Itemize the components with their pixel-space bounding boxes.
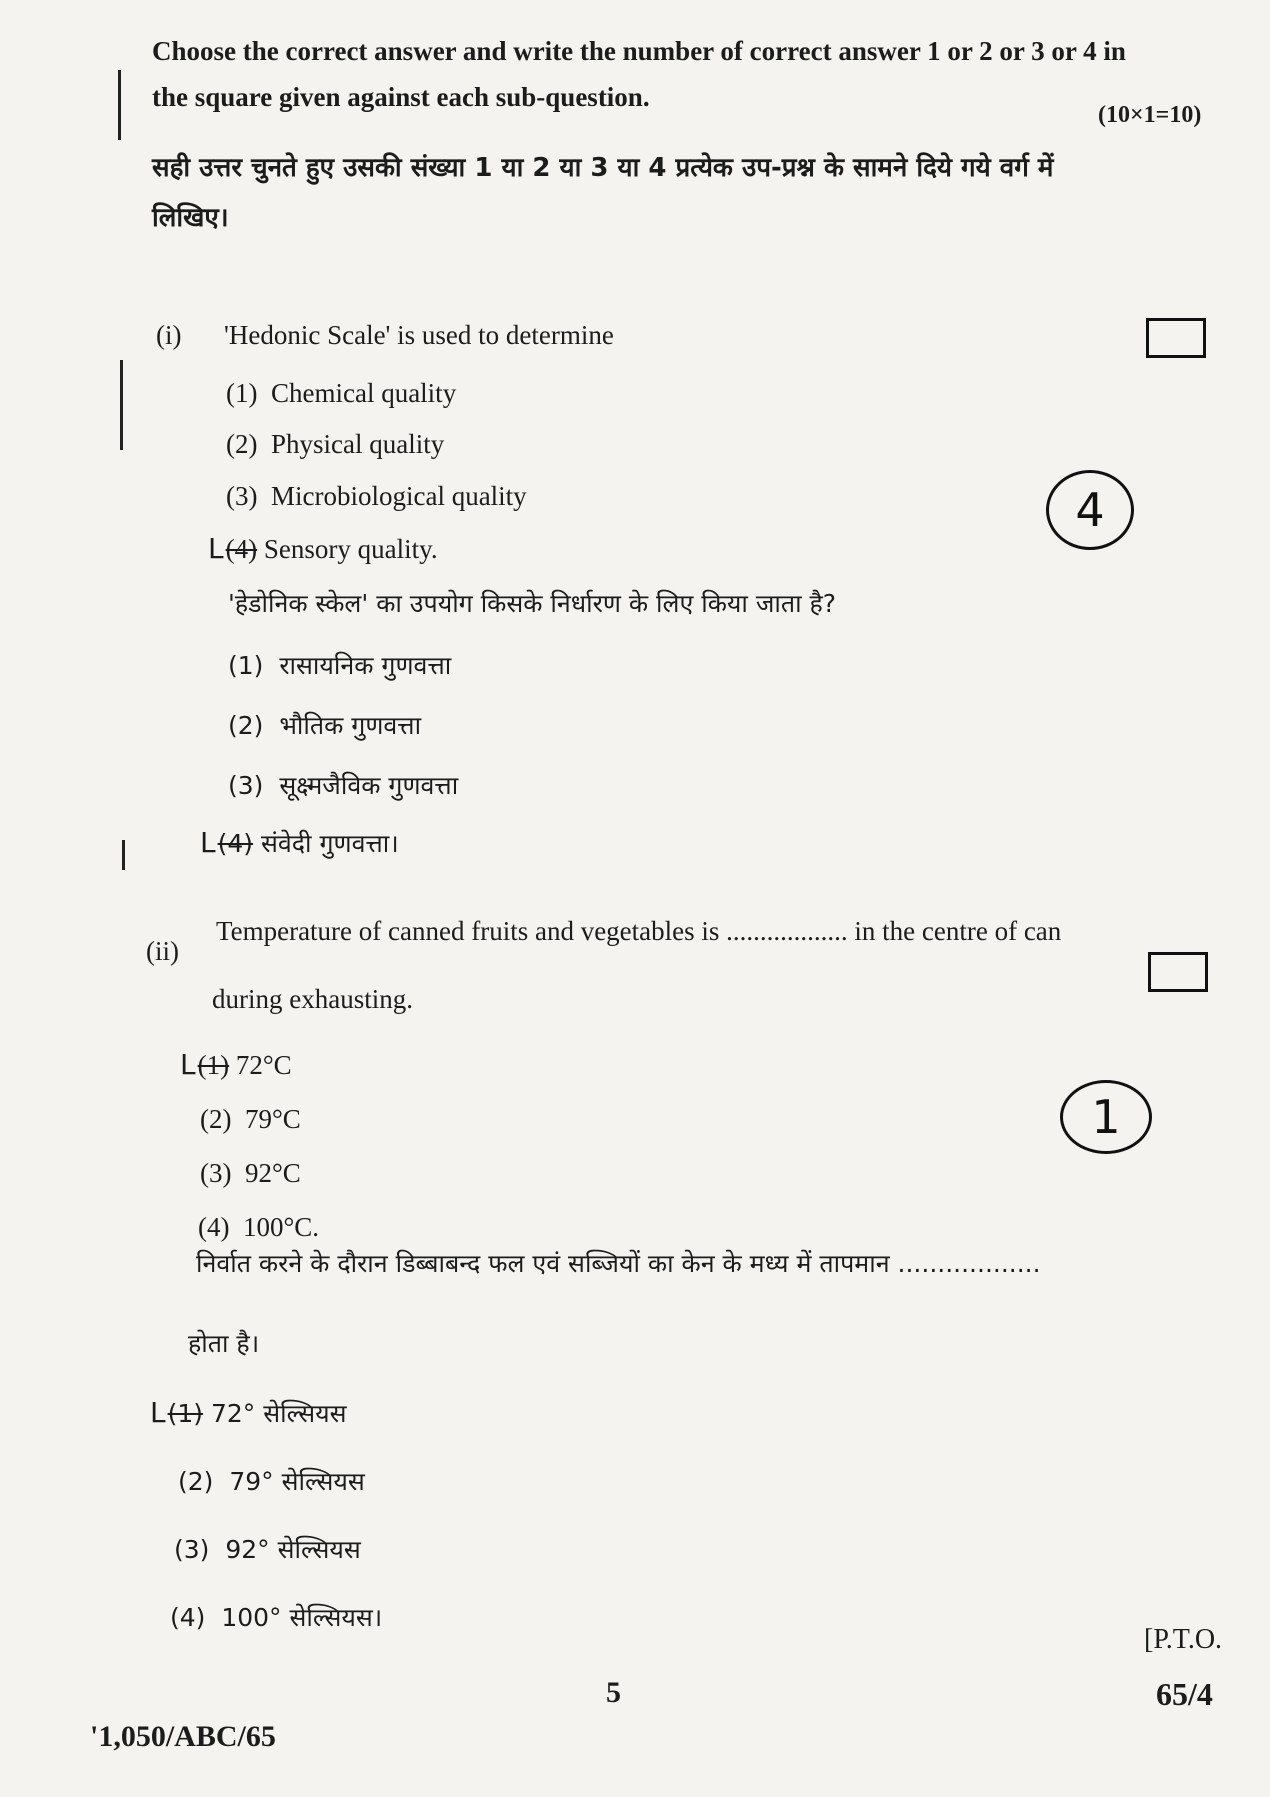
q1-option-hi-1: (1) रासायनिक गुणवत्ता: [228, 651, 452, 680]
margin-mark: [118, 70, 121, 140]
q1-number: (i): [156, 320, 182, 350]
q2-handwritten-answer-circle: 1: [1060, 1080, 1152, 1154]
q1-question-en: 'Hedonic Scale' is used to determine: [224, 320, 614, 350]
q2-option-en-2: (2) 79°C: [200, 1104, 301, 1134]
q2-option-en-1: L(1) 72°C: [180, 1048, 292, 1081]
margin-mark: [122, 840, 125, 870]
instructions-hi-line2: लिखिए।: [152, 203, 229, 233]
q1-option-hi-4: L(4) संवेदी गुणवत्ता।: [200, 826, 399, 859]
q2-option-hi-1: L(1) 72° सेल्सियस: [150, 1396, 347, 1429]
q1-option-en-3: (3) Microbiological quality: [226, 481, 527, 511]
q2-question-en-line2: during exhausting.: [212, 984, 413, 1014]
paper-code: 65/4: [1156, 1676, 1213, 1712]
q2-option-hi-4: (4) 100° सेल्सियस।: [170, 1603, 383, 1632]
q2-option-hi-2: (2) 79° सेल्सियस: [178, 1467, 365, 1496]
q2-question-hi-line2: होता है।: [188, 1329, 260, 1358]
instructions-hi-line1: सही उत्तर चुनते हुए उसकी संख्या 1 या 2 या 3 या 4 प्रत्येक उप-प्रश्न के सामने दिये गये वर्ग में: [152, 153, 1054, 183]
q1-option-hi-3: (3) सूक्ष्मजैविक गुणवत्ता: [228, 771, 459, 800]
instructions-en-line2: the square given against each sub-question.: [152, 82, 650, 112]
marks-label: (10×1=10): [1098, 102, 1202, 128]
q2-question-hi-line1: निर्वात करने के दौरान डिब्बाबन्द फल एवं सब्जियों का केन के मध्य में तापमान ..................: [196, 1249, 1041, 1278]
q1-option-en-4: L(4) Sensory quality.: [208, 532, 438, 565]
q1-handwritten-answer-circle: 4: [1046, 470, 1134, 550]
q2-option-en-4: (4) 100°C.: [198, 1212, 320, 1242]
q1-option-en-2: (2) Physical quality: [226, 429, 445, 459]
print-code: '1,050/ABC/65: [90, 1720, 276, 1753]
tick-mark-icon: L: [150, 1396, 166, 1429]
page-number: 5: [606, 1676, 621, 1709]
q2-option-hi-3: (3) 92° सेल्सियस: [174, 1535, 361, 1564]
q2-question-en-line1: Temperature of canned fruits and vegetables is .................. in the centre of can: [216, 916, 1062, 946]
q1-answer-box[interactable]: [1146, 318, 1206, 358]
q2-number: (ii): [146, 936, 179, 966]
q1-option-en-1: (1) Chemical quality: [226, 378, 457, 408]
instructions-en-line1: Choose the correct answer and write the number of correct answer 1 or 2 or 3 or 4 in: [152, 36, 1126, 66]
margin-mark: [120, 360, 123, 450]
tick-mark-icon: L: [208, 532, 224, 565]
pto-label: [P.T.O.: [1144, 1624, 1223, 1655]
q2-answer-box[interactable]: [1148, 952, 1208, 992]
tick-mark-icon: L: [180, 1048, 196, 1081]
q1-question-hi: 'हेडोनिक स्केल' का उपयोग किसके निर्धारण के लिए किया जाता है?: [228, 589, 837, 618]
tick-mark-icon: L: [200, 826, 216, 859]
q2-option-en-3: (3) 92°C: [200, 1158, 301, 1188]
q1-option-hi-2: (2) भौतिक गुणवत्ता: [228, 711, 422, 740]
